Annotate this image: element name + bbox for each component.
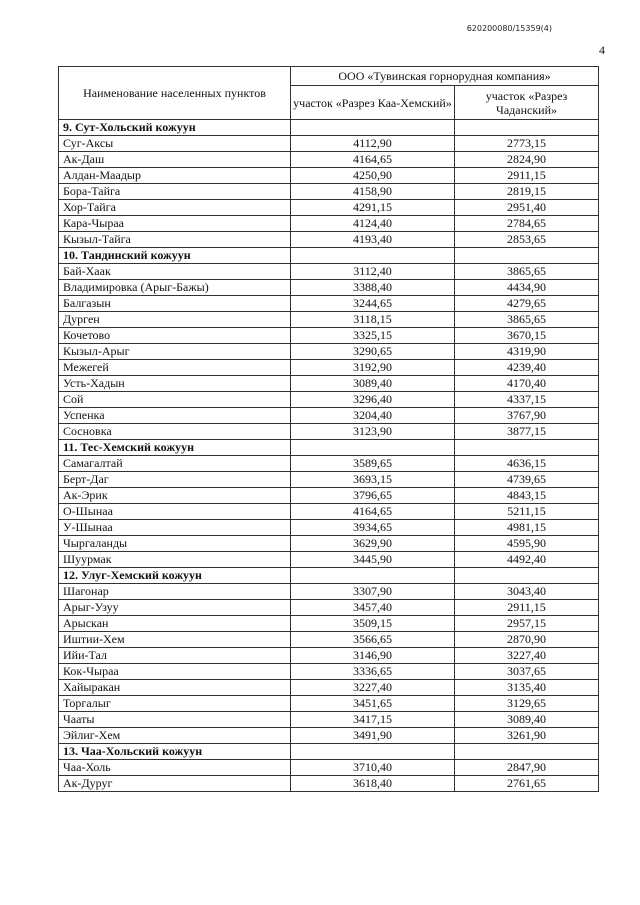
settlement-name: Хор-Тайга <box>59 200 291 216</box>
price-chadan: 4337,15 <box>455 392 599 408</box>
price-kaa-khem: 3244,65 <box>291 296 455 312</box>
settlement-name: О-Шынаа <box>59 504 291 520</box>
price-chadan: 4636,15 <box>455 456 599 472</box>
district-row <box>59 568 599 584</box>
settlement-name: Балгазын <box>59 296 291 312</box>
price-kaa-khem: 4164,65 <box>291 504 455 520</box>
price-kaa-khem: 3589,65 <box>291 456 455 472</box>
district-row <box>59 120 599 136</box>
price-kaa-khem: 3118,15 <box>291 312 455 328</box>
price-chadan: 4239,40 <box>455 360 599 376</box>
price-kaa-khem: 4193,40 <box>291 232 455 248</box>
table-row <box>59 584 599 600</box>
price-chadan: 3865,65 <box>455 264 599 280</box>
table-row <box>59 376 599 392</box>
price-kaa-khem: 3457,40 <box>291 600 455 616</box>
price-chadan: 5211,15 <box>455 504 599 520</box>
table-row <box>59 328 599 344</box>
site-chadan-header: участок «Разрез Чаданский» <box>455 86 599 120</box>
settlement-name: Успенка <box>59 408 291 424</box>
table-row <box>59 552 599 568</box>
price-chadan: 2819,15 <box>455 184 599 200</box>
price-kaa-khem: 3227,40 <box>291 680 455 696</box>
settlement-name: Арыг-Узуу <box>59 600 291 616</box>
price-kaa-khem: 3445,90 <box>291 552 455 568</box>
price-kaa-khem: 3934,65 <box>291 520 455 536</box>
price-chadan: 4843,15 <box>455 488 599 504</box>
empty-cell <box>291 120 455 136</box>
table-row <box>59 200 599 216</box>
settlement-name: Межегей <box>59 360 291 376</box>
table-row <box>59 616 599 632</box>
district-row <box>59 440 599 456</box>
table-row <box>59 776 599 792</box>
table-row <box>59 408 599 424</box>
district-row <box>59 744 599 760</box>
table-row <box>59 232 599 248</box>
settlement-name: Эйлиг-Хем <box>59 728 291 744</box>
price-kaa-khem: 3307,90 <box>291 584 455 600</box>
price-chadan: 4170,40 <box>455 376 599 392</box>
price-kaa-khem: 3509,15 <box>291 616 455 632</box>
table-row <box>59 712 599 728</box>
price-kaa-khem: 3451,65 <box>291 696 455 712</box>
empty-cell <box>455 248 599 264</box>
settlement-name: Кызыл-Арыг <box>59 344 291 360</box>
price-chadan: 2870,90 <box>455 632 599 648</box>
price-chadan: 2911,15 <box>455 168 599 184</box>
table-row <box>59 456 599 472</box>
price-kaa-khem: 3629,90 <box>291 536 455 552</box>
table-row <box>59 760 599 776</box>
company-header: ООО «Тувинская горнорудная компания» <box>291 67 599 86</box>
price-chadan: 3261,90 <box>455 728 599 744</box>
district-row <box>59 248 599 264</box>
price-chadan: 2957,15 <box>455 616 599 632</box>
settlement-name: Алдан-Маадыр <box>59 168 291 184</box>
table-row <box>59 360 599 376</box>
price-chadan: 3865,65 <box>455 312 599 328</box>
header-row-company <box>59 67 599 86</box>
price-chadan: 4319,90 <box>455 344 599 360</box>
settlement-name: Чаа-Холь <box>59 760 291 776</box>
table-body <box>59 120 599 792</box>
site-kaa-khem-header: участок «Разрез Каа-Хемский» <box>291 86 455 120</box>
table-row <box>59 520 599 536</box>
district-name: 13. Чаа-Хольский кожуун <box>59 744 291 760</box>
price-kaa-khem: 3325,15 <box>291 328 455 344</box>
district-name: 12. Улуг-Хемский кожуун <box>59 568 291 584</box>
table-row <box>59 296 599 312</box>
price-chadan: 3227,40 <box>455 648 599 664</box>
price-kaa-khem: 4124,40 <box>291 216 455 232</box>
settlement-name: Бай-Хаак <box>59 264 291 280</box>
price-chadan: 4595,90 <box>455 536 599 552</box>
price-chadan: 2824,90 <box>455 152 599 168</box>
table-row <box>59 696 599 712</box>
district-name: 10. Тандинский кожуун <box>59 248 291 264</box>
price-chadan: 2784,65 <box>455 216 599 232</box>
table-row <box>59 264 599 280</box>
settlement-name: Шуурмак <box>59 552 291 568</box>
settlement-name: Берт-Даг <box>59 472 291 488</box>
document-number: 620200080/15359(4) <box>466 24 552 33</box>
price-chadan: 4434,90 <box>455 280 599 296</box>
settlement-name: Самагалтай <box>59 456 291 472</box>
price-chadan: 4492,40 <box>455 552 599 568</box>
empty-cell <box>455 744 599 760</box>
table-row <box>59 152 599 168</box>
price-kaa-khem: 3388,40 <box>291 280 455 296</box>
district-name: 9. Сут-Хольский кожуун <box>59 120 291 136</box>
price-kaa-khem: 3089,40 <box>291 376 455 392</box>
empty-cell <box>291 248 455 264</box>
settlement-name: Усть-Хадын <box>59 376 291 392</box>
settlement-name: Чааты <box>59 712 291 728</box>
settlement-name: Владимировка (Арыг-Бажы) <box>59 280 291 296</box>
price-chadan: 3089,40 <box>455 712 599 728</box>
price-kaa-khem: 3112,40 <box>291 264 455 280</box>
settlement-name: Шагонар <box>59 584 291 600</box>
price-kaa-khem: 4291,15 <box>291 200 455 216</box>
settlement-name: Хайыракан <box>59 680 291 696</box>
price-chadan: 3877,15 <box>455 424 599 440</box>
table-row <box>59 648 599 664</box>
table-row <box>59 216 599 232</box>
price-kaa-khem: 3618,40 <box>291 776 455 792</box>
settlement-name: У-Шынаа <box>59 520 291 536</box>
settlement-name: Сосновка <box>59 424 291 440</box>
price-chadan: 4279,65 <box>455 296 599 312</box>
table-row <box>59 728 599 744</box>
table-row <box>59 664 599 680</box>
price-kaa-khem: 3417,15 <box>291 712 455 728</box>
price-kaa-khem: 3566,65 <box>291 632 455 648</box>
price-table <box>58 66 599 792</box>
empty-cell <box>291 744 455 760</box>
price-chadan: 2761,65 <box>455 776 599 792</box>
price-kaa-khem: 4158,90 <box>291 184 455 200</box>
price-kaa-khem: 4250,90 <box>291 168 455 184</box>
settlement-name: Кызыл-Тайга <box>59 232 291 248</box>
settlement-name: Кара-Чыраа <box>59 216 291 232</box>
settlement-name: Чыргаланды <box>59 536 291 552</box>
settlement-name: Бора-Тайга <box>59 184 291 200</box>
table-row <box>59 632 599 648</box>
table-row <box>59 680 599 696</box>
table-row <box>59 536 599 552</box>
settlement-name: Кочетово <box>59 328 291 344</box>
price-chadan: 3670,15 <box>455 328 599 344</box>
price-kaa-khem: 3192,90 <box>291 360 455 376</box>
settlement-name: Арыскан <box>59 616 291 632</box>
price-chadan: 2951,40 <box>455 200 599 216</box>
price-chadan: 2773,15 <box>455 136 599 152</box>
settlement-name: Иштии-Хем <box>59 632 291 648</box>
settlement-column-header: Наименование населенных пунктов <box>59 67 291 120</box>
price-chadan: 3135,40 <box>455 680 599 696</box>
price-chadan: 3037,65 <box>455 664 599 680</box>
settlement-name: Ак-Эрик <box>59 488 291 504</box>
price-chadan: 3043,40 <box>455 584 599 600</box>
table-row <box>59 136 599 152</box>
table-row <box>59 184 599 200</box>
empty-cell <box>291 440 455 456</box>
empty-cell <box>455 120 599 136</box>
empty-cell <box>455 568 599 584</box>
table-row <box>59 280 599 296</box>
district-name: 11. Тес-Хемский кожуун <box>59 440 291 456</box>
empty-cell <box>291 568 455 584</box>
page-number: 4 <box>599 43 605 57</box>
settlement-name: Ак-Даш <box>59 152 291 168</box>
table-row <box>59 312 599 328</box>
price-kaa-khem: 4164,65 <box>291 152 455 168</box>
table-row <box>59 488 599 504</box>
table-row <box>59 344 599 360</box>
price-kaa-khem: 3290,65 <box>291 344 455 360</box>
price-chadan: 4981,15 <box>455 520 599 536</box>
settlement-name: Сой <box>59 392 291 408</box>
table-row <box>59 424 599 440</box>
price-chadan: 2847,90 <box>455 760 599 776</box>
price-kaa-khem: 3204,40 <box>291 408 455 424</box>
price-kaa-khem: 3796,65 <box>291 488 455 504</box>
price-kaa-khem: 3146,90 <box>291 648 455 664</box>
settlement-name: Суг-Аксы <box>59 136 291 152</box>
table-row <box>59 472 599 488</box>
price-kaa-khem: 3336,65 <box>291 664 455 680</box>
price-kaa-khem: 3710,40 <box>291 760 455 776</box>
price-chadan: 3767,90 <box>455 408 599 424</box>
price-chadan: 2911,15 <box>455 600 599 616</box>
price-kaa-khem: 3123,90 <box>291 424 455 440</box>
price-chadan: 3129,65 <box>455 696 599 712</box>
price-kaa-khem: 3491,90 <box>291 728 455 744</box>
empty-cell <box>455 440 599 456</box>
table-row <box>59 392 599 408</box>
price-kaa-khem: 3693,15 <box>291 472 455 488</box>
settlement-name: Дурген <box>59 312 291 328</box>
settlement-name: Кок-Чыраа <box>59 664 291 680</box>
settlement-name: Ак-Дуруг <box>59 776 291 792</box>
price-chadan: 4739,65 <box>455 472 599 488</box>
settlement-name: Ийи-Тал <box>59 648 291 664</box>
table-row <box>59 504 599 520</box>
price-chadan: 2853,65 <box>455 232 599 248</box>
table-row <box>59 168 599 184</box>
price-kaa-khem: 3296,40 <box>291 392 455 408</box>
table-row <box>59 600 599 616</box>
price-kaa-khem: 4112,90 <box>291 136 455 152</box>
settlement-name: Торгалыг <box>59 696 291 712</box>
